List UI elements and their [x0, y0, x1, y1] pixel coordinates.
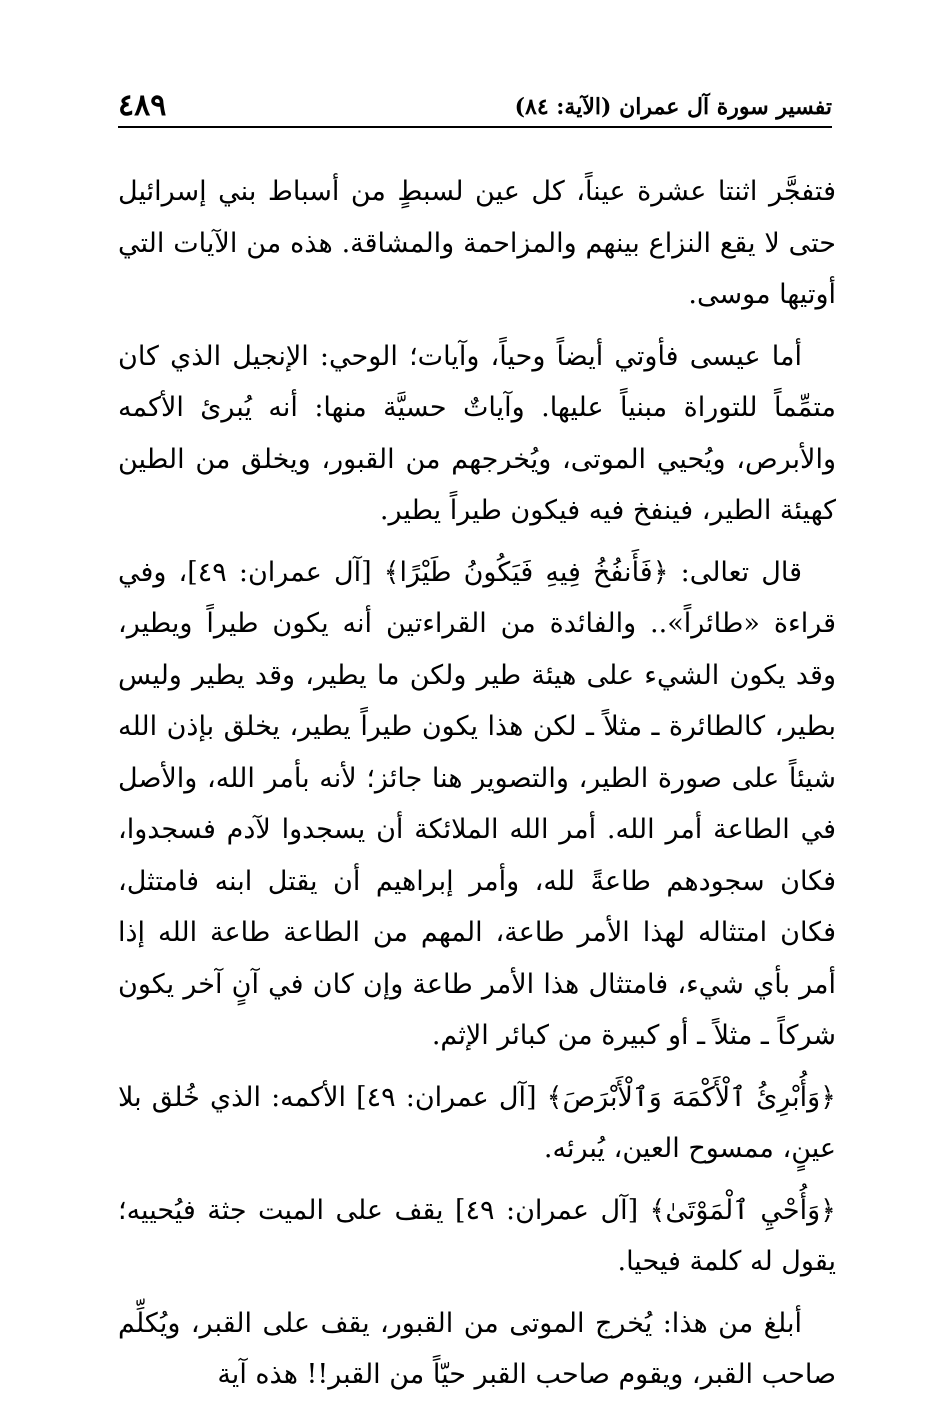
- paragraph: فتفجَّر اثنتا عشرة عيناً، كل عين لسبطٍ من أسباط بني إسرائيل حتى لا يقع النزاع بينهم والمزاحمة والمشاقة. هذه من الآيات التي أوتيها موسى.: [118, 176, 836, 310]
- paragraph: أبلغ من هذا: يُخرج الموتى من القبور، يقف على القبر، ويُكلِّم صاحب القبر، ويقوم صاحب القبر حيّاً من القبر!! هذه آية: [118, 1307, 836, 1390]
- page-number: ٤٨٩: [118, 88, 167, 123]
- running-title: تفسير سورة آل عمران (الآية: ٨٤): [514, 94, 832, 120]
- paragraph: ﴿وَأُبْرِئُ ٱلْأَكْمَهَ وَٱلْأَبْرَصَ﴾ [آل عمران: ٤٩] الأكمه: الذي خُلق بلا عينٍ، ممسوح العين، يُبرئه.: [118, 1081, 836, 1164]
- page-body: [118, 166, 836, 1411]
- paragraph: ﴿وَأُحْيِ ٱلْمَوْتَىٰ﴾ [آل عمران: ٤٩] يقف على الميت جثة فيُحييه؛ يقول له كلمة فيحيا.: [118, 1194, 836, 1277]
- paragraph: أما عيسى فأوتي أيضاً وحياً، وآيات؛ الوحي: الإنجيل الذي كان متمِّماً للتوراة مبنياً عليها. وآياتٌ حسيَّة منها: أنه يُبرئ الأكمه والأبرص، ويُحيي الموتى، ويُخرجهم من القبور، ويخلق من الطين كهيئة الطير، فينفخ فيه فيكون طيراً يطير.: [118, 340, 836, 526]
- page-header: [118, 86, 832, 128]
- paragraph: قال تعالى: ﴿فَأَنفُخُ فِيهِ فَيَكُونُ طَيْرًا﴾ [آل عمران: ٤٩]، وفي قراءة «طائراً».. والفائدة من القراءتين أنه يكون طيراً ويطير، وقد يكون الشيء على هيئة طير ولكن ما يطير، وقد يطير وليس بطير، كالطائرة ـ مثلاً ـ لكن هذا يكون طيراً يطير، يخلق بإذن الله شيئاً على صورة الطير، والتصوير هنا جائز؛ لأنه بأمر الله، والأصل في الطاعة أمر الله. أمر الله الملائكة أن يسجدوا لآدم فسجدوا، فكان سجودهم طاعةً لله، وأمر إبراهيم أن يقتل ابنه فامتثل، فكان امتثاله لهذا الأمر طاعة، المهم من الطاعة طاعة الله إذا أمر بأي شيء، فامتثال هذا الأمر طاعة وإن كان في آنٍ آخر يكون شركاً ـ مثلاً ـ أو كبيرة من كبائر الإثم.: [118, 556, 836, 1051]
